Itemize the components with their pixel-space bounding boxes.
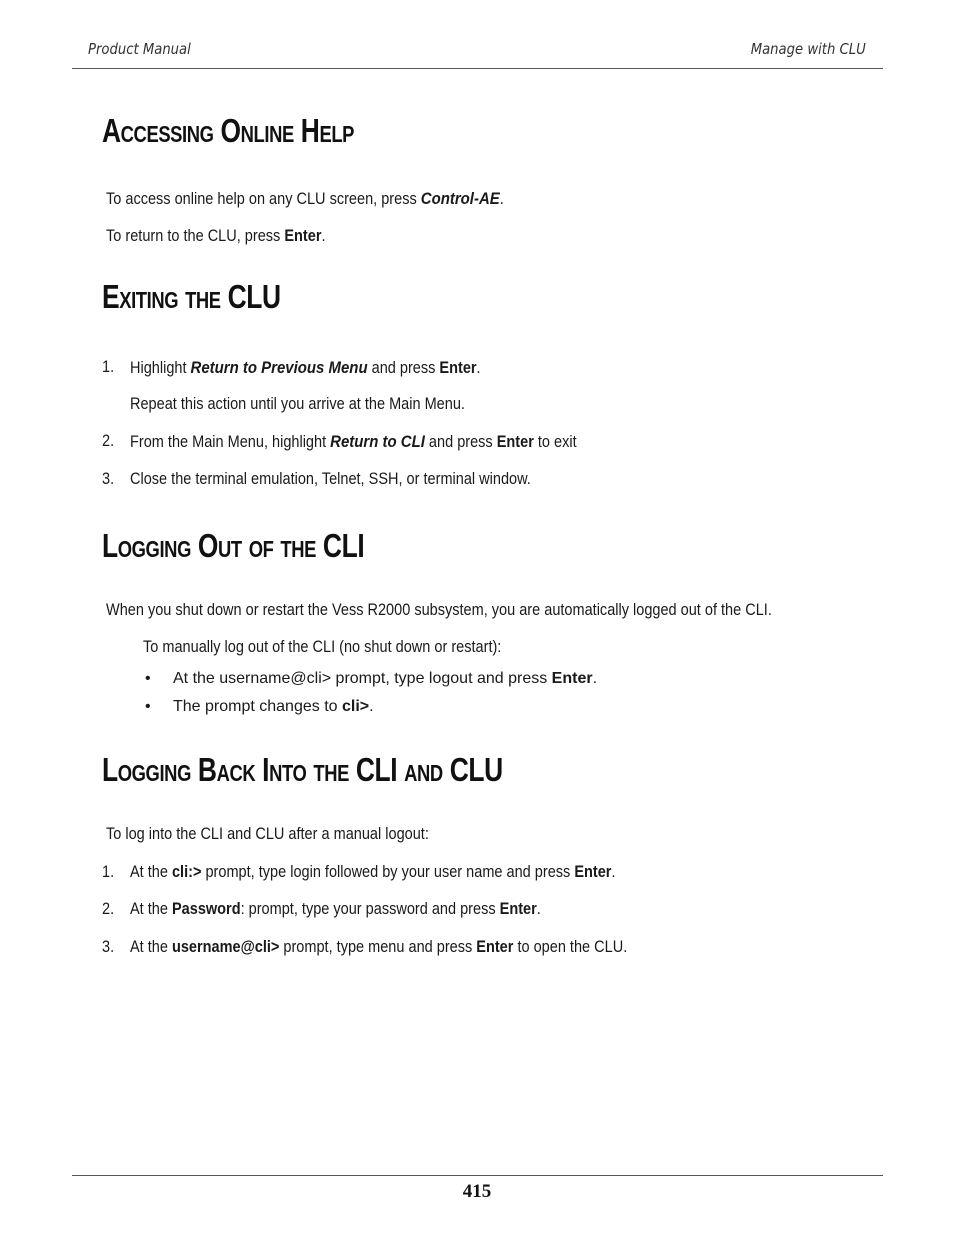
bullet-marker: • [145, 670, 151, 687]
paragraph-login-intro: To log into the CLI and CLU after a manual logout: [106, 825, 429, 843]
login-step-2: At the Password: prompt, type your password and press Enter. [130, 900, 541, 918]
paragraph-manual-logout: To manually log out of the CLI (no shut down or restart): [143, 638, 502, 656]
heading-logging-out-of-the-cli: Logging Out of the CLI [102, 527, 365, 564]
exit-step-2: From the Main Menu, highlight Return to CLI and press Enter to exit [130, 432, 577, 451]
page-number: 415 [462, 1181, 492, 1202]
paragraph-return-clu: To return to the CLU, press Enter. [106, 227, 326, 245]
logout-bullet-1: At the username@cli> prompt, type logout and press Enter. [173, 670, 598, 687]
paragraph-logout-intro: When you shut down or restart the Vess R2000 subsystem, you are automatically logged out of the CLI. [106, 601, 772, 619]
heading-exiting-the-clu: Exiting the CLU [102, 278, 281, 315]
step-number: 2. [102, 432, 115, 450]
step-number: 1. [102, 863, 115, 881]
step-number: 3. [102, 938, 115, 956]
header-rule [72, 68, 883, 69]
step-number: 2. [102, 900, 115, 918]
logout-bullet-2: The prompt changes to cli>. [173, 698, 374, 715]
paragraph-online-help: To access online help on any CLU screen, press Control-AE. [106, 189, 504, 208]
step-number: 1. [102, 358, 115, 376]
exit-step-1-note: Repeat this action until you arrive at the Main Menu. [130, 395, 465, 413]
key-control-ae: Control-AE [420, 189, 500, 208]
running-header-right: Manage with CLU [750, 40, 866, 58]
running-header-left: Product Manual [88, 40, 191, 58]
login-step-1: At the cli:> prompt, type login followed by your user name and press Enter. [130, 863, 616, 881]
heading-accessing-online-help: Accessing Online Help [102, 112, 355, 149]
footer-rule [72, 1175, 883, 1176]
key-enter: Enter [284, 227, 322, 245]
exit-step-3: Close the terminal emulation, Telnet, SSH, or terminal window. [130, 470, 531, 488]
heading-logging-back-into-cli-and-clu: Logging Back Into the CLI and CLU [102, 751, 503, 788]
exit-step-1: Highlight Return to Previous Menu and press Enter. [130, 358, 481, 377]
step-number: 3. [102, 470, 115, 488]
login-step-3: At the username@cli> prompt, type menu and press Enter to open the CLU. [130, 938, 628, 956]
bullet-marker: • [145, 698, 151, 715]
